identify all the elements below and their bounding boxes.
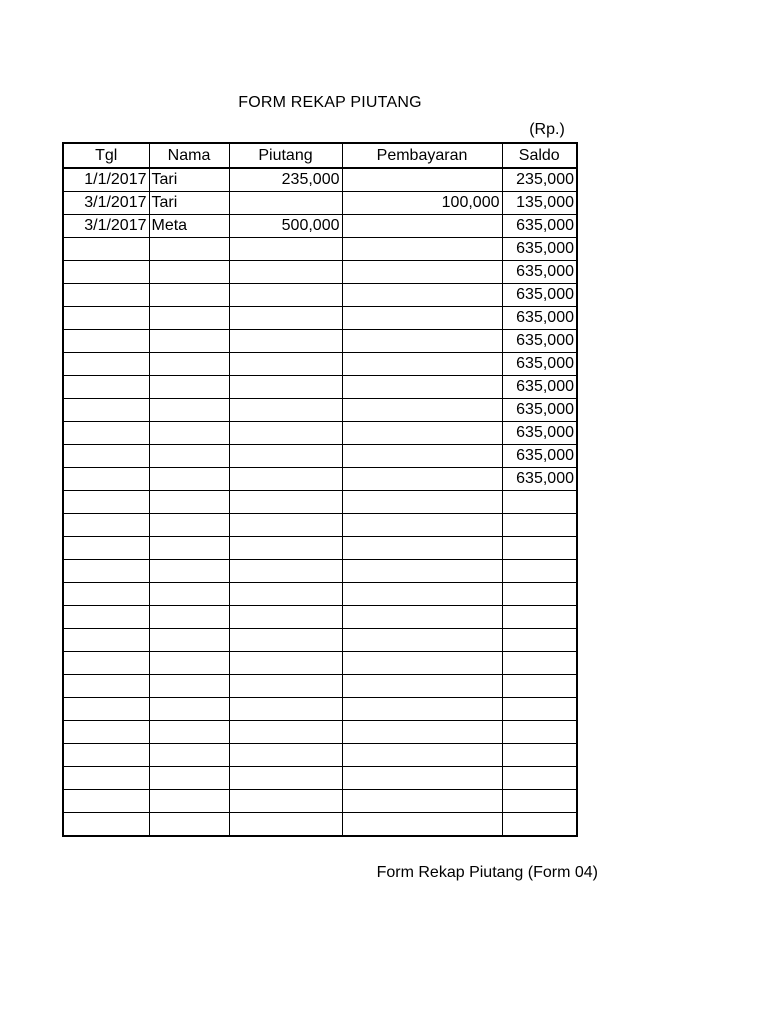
cell-pembayaran <box>342 284 502 307</box>
cell-saldo <box>502 560 577 583</box>
cell-tgl: 1/1/2017 <box>63 168 149 192</box>
cell-nama <box>149 813 229 837</box>
cell-piutang <box>229 698 342 721</box>
cell-pembayaran <box>342 537 502 560</box>
table-row <box>63 330 577 353</box>
cell-saldo <box>502 813 577 837</box>
cell-tgl <box>63 353 149 376</box>
cell-piutang <box>229 583 342 606</box>
cell-pembayaran <box>342 491 502 514</box>
cell-nama <box>149 790 229 813</box>
receivables-table <box>62 142 578 837</box>
form-title: FORM REKAP PIUTANG <box>238 94 422 111</box>
table-row <box>63 629 577 652</box>
cell-pembayaran <box>342 583 502 606</box>
cell-nama <box>149 376 229 399</box>
header-piutang: Piutang <box>229 143 342 168</box>
cell-pembayaran <box>342 744 502 767</box>
table-row <box>63 606 577 629</box>
cell-tgl <box>63 698 149 721</box>
cell-nama <box>149 537 229 560</box>
cell-pembayaran <box>342 698 502 721</box>
cell-saldo: 635,000 <box>502 284 577 307</box>
cell-nama: Tari <box>149 192 229 215</box>
cell-nama <box>149 583 229 606</box>
cell-saldo: 635,000 <box>502 422 577 445</box>
cell-tgl <box>63 330 149 353</box>
cell-saldo: 635,000 <box>502 468 577 491</box>
table-row <box>63 192 577 215</box>
cell-piutang <box>229 468 342 491</box>
cell-tgl <box>63 284 149 307</box>
cell-piutang <box>229 330 342 353</box>
table-row <box>63 537 577 560</box>
cell-piutang <box>229 307 342 330</box>
cell-piutang <box>229 192 342 215</box>
cell-piutang <box>229 606 342 629</box>
cell-piutang <box>229 813 342 837</box>
cell-tgl <box>63 813 149 837</box>
table-row <box>63 353 577 376</box>
cell-nama <box>149 491 229 514</box>
cell-tgl <box>63 422 149 445</box>
cell-tgl <box>63 238 149 261</box>
table-row <box>63 168 577 192</box>
cell-pembayaran <box>342 629 502 652</box>
cell-tgl <box>63 606 149 629</box>
cell-nama <box>149 629 229 652</box>
table-row <box>63 652 577 675</box>
cell-pembayaran <box>342 168 502 192</box>
header-tgl: Tgl <box>63 143 149 168</box>
cell-pembayaran <box>342 261 502 284</box>
cell-piutang <box>229 767 342 790</box>
cell-nama <box>149 353 229 376</box>
cell-saldo: 635,000 <box>502 330 577 353</box>
cell-saldo <box>502 721 577 744</box>
cell-nama <box>149 399 229 422</box>
cell-saldo <box>502 744 577 767</box>
cell-piutang <box>229 652 342 675</box>
table-row <box>63 491 577 514</box>
cell-tgl <box>63 721 149 744</box>
cell-piutang <box>229 238 342 261</box>
cell-piutang <box>229 491 342 514</box>
cell-nama <box>149 721 229 744</box>
cell-tgl <box>63 261 149 284</box>
cell-saldo: 635,000 <box>502 399 577 422</box>
cell-nama <box>149 422 229 445</box>
table-row <box>63 238 577 261</box>
cell-pembayaran <box>342 767 502 790</box>
table-row <box>63 560 577 583</box>
cell-saldo: 235,000 <box>502 168 577 192</box>
cell-saldo: 635,000 <box>502 376 577 399</box>
cell-nama <box>149 514 229 537</box>
cell-pembayaran <box>342 813 502 837</box>
cell-tgl <box>63 767 149 790</box>
cell-tgl: 3/1/2017 <box>63 192 149 215</box>
cell-piutang <box>229 744 342 767</box>
cell-tgl <box>63 744 149 767</box>
cell-piutang <box>229 675 342 698</box>
cell-nama: Meta <box>149 215 229 238</box>
cell-nama <box>149 767 229 790</box>
cell-pembayaran <box>342 238 502 261</box>
cell-saldo: 635,000 <box>502 445 577 468</box>
cell-saldo <box>502 790 577 813</box>
table-row <box>63 445 577 468</box>
cell-saldo: 635,000 <box>502 215 577 238</box>
cell-piutang: 500,000 <box>229 215 342 238</box>
cell-saldo <box>502 583 577 606</box>
cell-nama <box>149 330 229 353</box>
header-pembayaran: Pembayaran <box>342 143 502 168</box>
cell-piutang <box>229 376 342 399</box>
cell-pembayaran <box>342 606 502 629</box>
cell-piutang <box>229 399 342 422</box>
cell-nama <box>149 468 229 491</box>
cell-pembayaran <box>342 721 502 744</box>
currency-note: (Rp.) <box>529 121 565 138</box>
cell-nama <box>149 238 229 261</box>
cell-nama <box>149 261 229 284</box>
cell-saldo: 635,000 <box>502 307 577 330</box>
cell-piutang <box>229 514 342 537</box>
cell-tgl <box>63 468 149 491</box>
cell-tgl <box>63 675 149 698</box>
cell-piutang <box>229 353 342 376</box>
table-row <box>63 744 577 767</box>
cell-piutang <box>229 261 342 284</box>
cell-nama: Tari <box>149 168 229 192</box>
cell-saldo <box>502 767 577 790</box>
cell-tgl <box>63 652 149 675</box>
cell-pembayaran <box>342 215 502 238</box>
cell-saldo: 635,000 <box>502 238 577 261</box>
cell-nama <box>149 307 229 330</box>
cell-saldo: 635,000 <box>502 353 577 376</box>
cell-pembayaran <box>342 422 502 445</box>
table-row <box>63 399 577 422</box>
cell-pembayaran <box>342 675 502 698</box>
cell-saldo <box>502 606 577 629</box>
cell-saldo <box>502 537 577 560</box>
cell-nama <box>149 698 229 721</box>
cell-nama <box>149 560 229 583</box>
header-saldo: Saldo <box>502 143 577 168</box>
table-row <box>63 583 577 606</box>
table-row <box>63 215 577 238</box>
cell-tgl <box>63 514 149 537</box>
cell-piutang <box>229 422 342 445</box>
cell-pembayaran <box>342 399 502 422</box>
table-row <box>63 376 577 399</box>
cell-tgl <box>63 491 149 514</box>
cell-piutang <box>229 560 342 583</box>
cell-piutang <box>229 790 342 813</box>
cell-saldo <box>502 675 577 698</box>
table-row <box>63 422 577 445</box>
cell-tgl <box>63 399 149 422</box>
cell-saldo: 635,000 <box>502 261 577 284</box>
table-row <box>63 284 577 307</box>
cell-nama <box>149 606 229 629</box>
cell-pembayaran <box>342 514 502 537</box>
cell-pembayaran <box>342 560 502 583</box>
header-nama: Nama <box>149 143 229 168</box>
cell-piutang <box>229 284 342 307</box>
cell-saldo <box>502 491 577 514</box>
cell-pembayaran <box>342 445 502 468</box>
cell-saldo: 135,000 <box>502 192 577 215</box>
footer-caption: Form Rekap Piutang (Form 04) <box>376 864 598 881</box>
cell-tgl <box>63 537 149 560</box>
cell-nama <box>149 744 229 767</box>
cell-tgl <box>63 376 149 399</box>
cell-tgl <box>63 445 149 468</box>
table-row <box>63 307 577 330</box>
cell-piutang <box>229 445 342 468</box>
cell-pembayaran <box>342 652 502 675</box>
table-row <box>63 698 577 721</box>
cell-tgl <box>63 583 149 606</box>
cell-saldo <box>502 698 577 721</box>
cell-pembayaran <box>342 790 502 813</box>
cell-piutang: 235,000 <box>229 168 342 192</box>
table-row <box>63 261 577 284</box>
cell-pembayaran <box>342 376 502 399</box>
cell-tgl <box>63 560 149 583</box>
table-row <box>63 767 577 790</box>
cell-nama <box>149 652 229 675</box>
cell-saldo <box>502 652 577 675</box>
cell-tgl: 3/1/2017 <box>63 215 149 238</box>
cell-pembayaran <box>342 307 502 330</box>
cell-pembayaran <box>342 353 502 376</box>
table-row <box>63 514 577 537</box>
cell-piutang <box>229 537 342 560</box>
cell-pembayaran <box>342 330 502 353</box>
cell-piutang <box>229 629 342 652</box>
table-row <box>63 813 577 837</box>
table-body <box>63 168 577 836</box>
cell-pembayaran <box>342 468 502 491</box>
table-header-row <box>63 143 577 168</box>
cell-tgl <box>63 307 149 330</box>
cell-saldo <box>502 629 577 652</box>
table-row <box>63 468 577 491</box>
cell-tgl <box>63 790 149 813</box>
cell-pembayaran: 100,000 <box>342 192 502 215</box>
cell-tgl <box>63 629 149 652</box>
cell-piutang <box>229 721 342 744</box>
cell-nama <box>149 445 229 468</box>
cell-nama <box>149 675 229 698</box>
table-row <box>63 790 577 813</box>
table-row <box>63 675 577 698</box>
table-row <box>63 721 577 744</box>
cell-saldo <box>502 514 577 537</box>
cell-nama <box>149 284 229 307</box>
